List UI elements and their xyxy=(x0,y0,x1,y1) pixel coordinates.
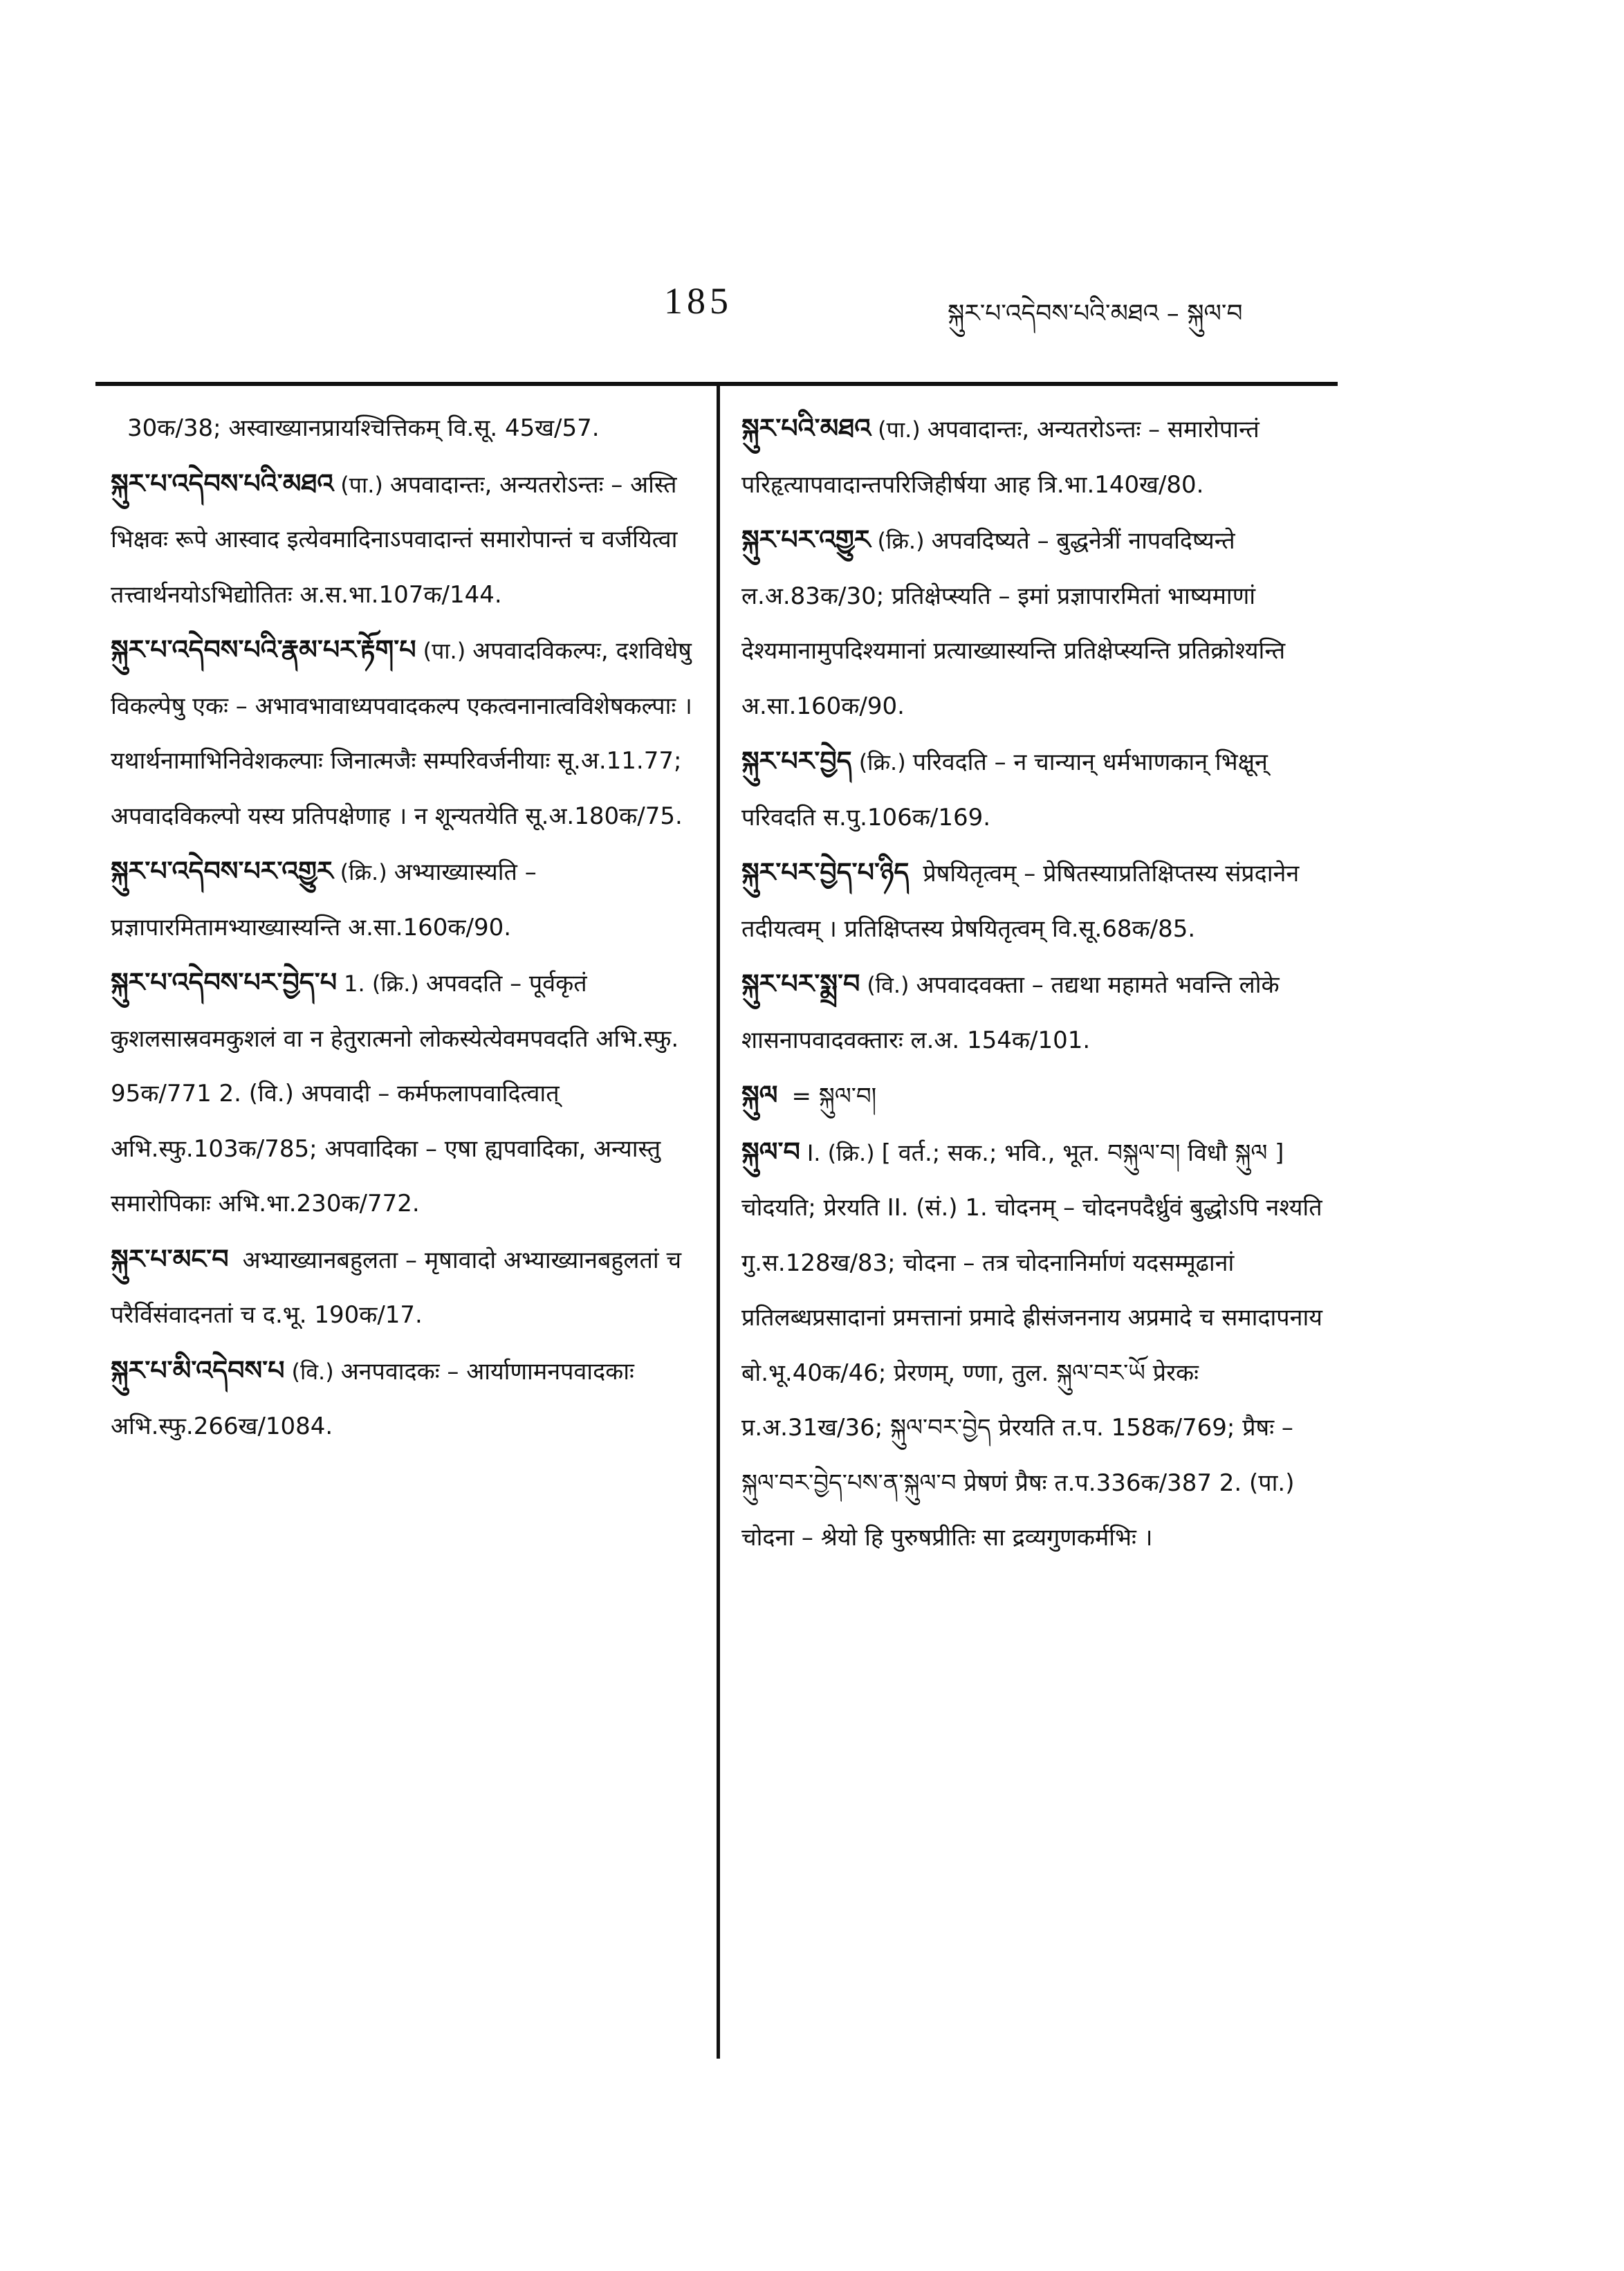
column-divider xyxy=(717,385,720,2059)
dictionary-entry xyxy=(741,401,1336,513)
headword: སྐུར་པ་འདེབས་པར་འགྱུར xyxy=(111,856,333,886)
entry-text: प्रेषयितृत्वम् – प्रेषितस्याप्रतिक्षिप्तस्य संप्रदानेन तदीयत्वम् । प्रतिक्षिप्तस्य प्रेषयितृत्वम् वि.सू.68क/85. xyxy=(741,860,1300,943)
dictionary-entry xyxy=(111,623,705,844)
page-number: 185 xyxy=(664,280,732,322)
entry-text: अपवादवक्ता – तद्यथा महामते भवन्ति लोके शासनापवादवक्तारः ल.अ. 154क/101. xyxy=(741,971,1280,1054)
entry-text: अनपवादकः – आर्याणामनपवादकाः अभि.स्फु.266ख/1084. xyxy=(111,1357,634,1440)
entry-text: = སྐུལ་བ། xyxy=(791,1083,877,1110)
grammar-tag: (वि.) xyxy=(867,972,910,998)
headword: སྐུར་པར་བྱེད xyxy=(741,746,852,776)
dictionary-entry xyxy=(111,1232,705,1343)
headword: སྐུར་པར་འགྱུར xyxy=(741,524,871,555)
entry-text: 30क/38; अस्वाख्यानप्रायश्चित्तिकम् वि.सू. 45ख/57. xyxy=(127,414,600,442)
headword: སྐུར་པའི་མཐའ xyxy=(741,413,871,443)
entry-text: अपवादविकल्पः, दशविधेषु विकल्पेषु एकः – अभावभावाध्यपवादकल्प एकत्वनानात्वविशेषकल्पाः । यथार्थनामाभिनिवेशकल्पाः जिनात्मजैः सम्परिवर्जनीयाः सू.अ.11.77; अपवादविकल्पो यस्य प्रतिपक्षेणाह । न शून्यतयेति सू.अ.180क/75. xyxy=(111,637,692,830)
entry-text: अभ्याख्यास्यति – प्रज्ञापारमितामभ्याख्यास्यन्ति अ.सा.160क/90. xyxy=(111,858,537,941)
dictionary-entry xyxy=(111,457,705,623)
dictionary-entry xyxy=(741,1068,1336,1125)
headword: སྐུར་པ་འདེབས་པའི་རྣམ་པར་རྟོག་པ xyxy=(111,634,416,665)
entry-text: अपवदिष्यते – बुद्धनेत्रीं नापवदिष्यन्ते ल.अ.83क/30; प्रतिक्षेप्स्यति – इमां प्रज्ञापारमितां भाष्यमाणां देश्यमानामुपदिश्यमानां प्रत्याख्यास्यन्ति प्रतिक्षेप्स्यन्ति प्रतिक्रोश्यन्ति अ.सा.160क/90. xyxy=(741,527,1286,720)
entry-text: [ वर्त.; सक.; भवि., भूत. བསྐུལ་བ། विधौ སྐུལ ] चोदयति; प्रेरयति II. (सं.) 1. चोदनम् – चोदनपदैर्ध्रुवं बुद्धोऽपि नश्यति गु.स.128ख/83; चोदना – तत्र चोदनानिर्माणं यदसम्मूढानां प्रतिलब्धप्रसादानां प्रमत्तानां प्रमादे ह्रीसंजननाय अप्रमादे च समादापनाय बो.भू.40क/46; प्रेरणम्, ण्णा, तुल. སྐུལ་བར་ཡོ प्रेरकः प्र.अ.31ख/36; སྐུལ་བར་བྱེད प्रेरयति त.प. 158क/769; प्रैषः – སྐུལ་བར་བྱེད་པས་ན་སྐུལ་བ प्रेषणं प्रैषः त.प.336क/387 2. (पा.) चोदना – श्रेयो हि पुरुषप्रीतिः सा द्रव्यगुणकर्मभिः । xyxy=(741,1139,1323,1552)
headword: སྐུར་པར་སྨྲ་བ xyxy=(741,968,860,999)
entry-text: अभ्याख्यानबहुलता – मृषावादो अभ्याख्यानबहुलतां च परैर्विसंवादनतां च द.भू. 190क/17. xyxy=(111,1246,682,1329)
grammar-tag: (क्रि.) xyxy=(340,859,387,885)
right-column xyxy=(741,401,1336,1566)
dictionary-entry xyxy=(741,845,1336,957)
dictionary-entry xyxy=(111,844,705,955)
entry-text: अपवादान्तः, अन्यतरोऽन्तः – समारोपान्तं परिहृत्यापवादान्तपरिजिहीर्षया आह त्रि.भा.140ख/80. xyxy=(741,416,1259,499)
dictionary-entry xyxy=(111,401,705,457)
headword: སྐུར་པར་བྱེད་པ་ཉིད xyxy=(741,857,910,888)
dictionary-entry xyxy=(111,955,705,1232)
grammar-tag: (पा.) xyxy=(878,416,921,443)
entry-text: परिवदति – न चान्यान् धर्मभाणकान् भिक्षून् परिवदति स.पु.106क/169. xyxy=(741,748,1268,831)
grammar-tag: 1. (क्रि.) xyxy=(344,971,419,997)
grammar-tag: (पा.) xyxy=(423,638,466,664)
dictionary-entry xyxy=(111,1343,705,1455)
grammar-tag: (वि.) xyxy=(291,1358,334,1385)
headword: སྐུར་པ་མང་བ xyxy=(111,1243,229,1274)
dictionary-entry xyxy=(741,734,1336,845)
headword: སྐུལ་བ xyxy=(741,1136,800,1167)
grammar-tag: I. (क्रि.) xyxy=(806,1139,875,1166)
dictionary-entry xyxy=(741,1125,1336,1566)
grammar-tag: (क्रि.) xyxy=(858,749,906,775)
grammar-tag: (क्रि.) xyxy=(877,528,925,554)
left-column xyxy=(111,401,705,1455)
dictionary-entry xyxy=(741,957,1336,1068)
entry-text: अपवादान्तः, अन्यतरोऽन्तः – अस्ति भिक्षवः रूपे आस्वाद इत्येवमादिनाऽपवादान्तं समारोपान्तं च वर्जयित्वा तत्त्वार्थनयोऽभिद्योतितः अ.स.भा.107क/144. xyxy=(111,470,678,609)
headword: སྐུལ xyxy=(741,1080,778,1110)
headword: སྐུར་པ་མི་འདེབས་པ xyxy=(111,1354,285,1386)
grammar-tag: (पा.) xyxy=(340,471,383,498)
entry-text: अपवदति – पूर्वकृतं कुशलसास्रवमकुशलं वा न हेतुरात्मनो लोकस्येत्येवमपवदति अभि.स्फु. 95क/771 2. (वि.) अपवादी – कर्मफलापवादित्वात् अभि.स्फु.103क/785; अपवादिका – एषा ह्यपवादिका, अन्यास्तु समारोपिकाः अभि.भा.230क/772. xyxy=(111,970,679,1217)
header-range: སྐུར་པ་འདེབས་པའི་མཐའ – སྐུལ་བ xyxy=(948,300,1243,328)
headword: སྐུར་པ་འདེབས་པར་བྱེད་པ xyxy=(111,967,338,997)
headword: སྐུར་པ་འདེབས་པའི་མཐའ xyxy=(111,468,334,499)
dictionary-entry xyxy=(741,513,1336,734)
